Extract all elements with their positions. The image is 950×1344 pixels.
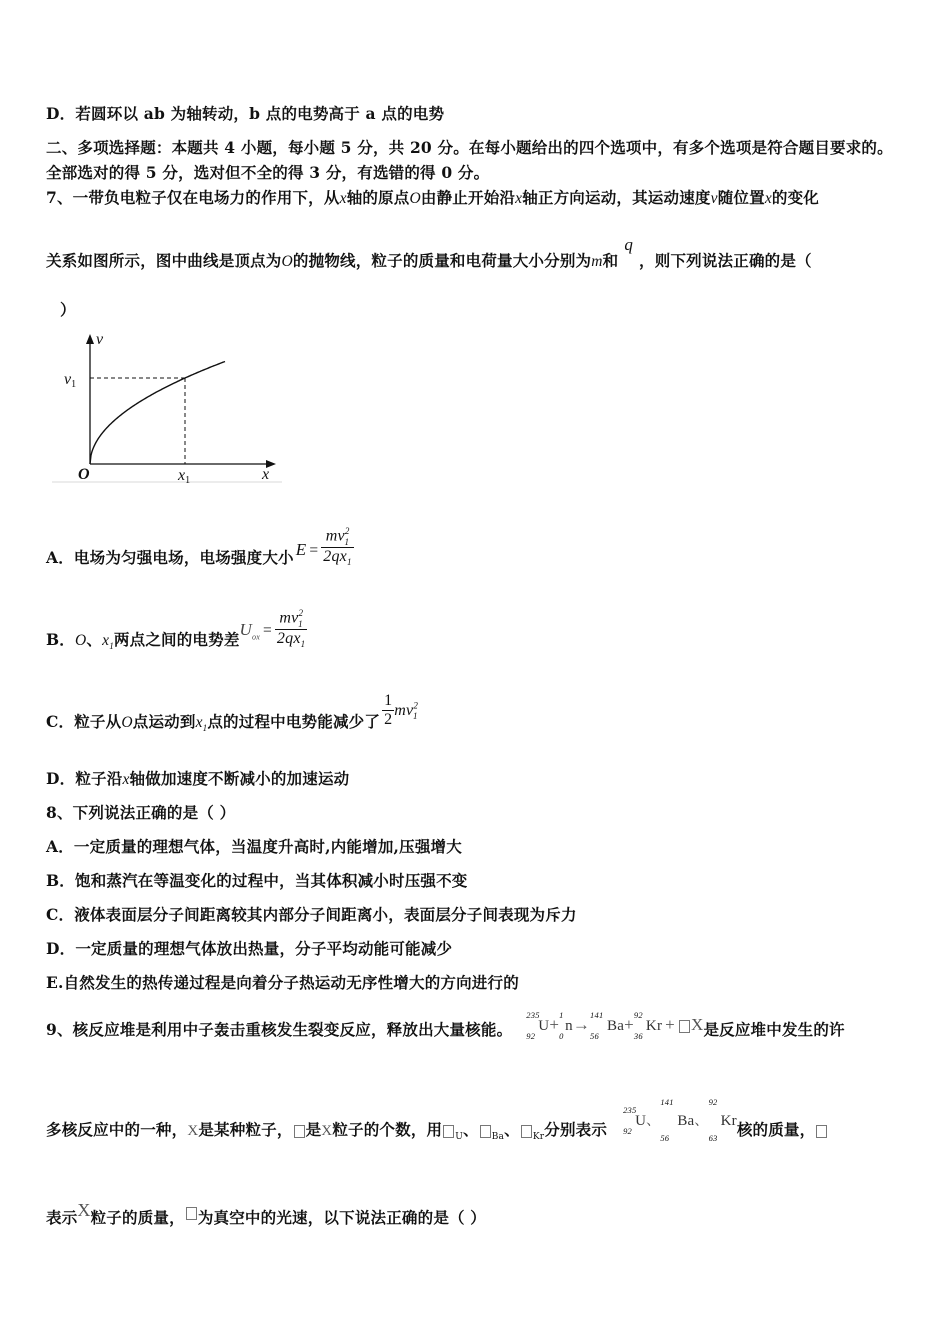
q7-var-o: O: [281, 253, 293, 270]
q7-var-q: q: [624, 235, 634, 254]
q9-stem-text: 粒子的个数，用: [332, 1120, 443, 1139]
option-text: 点的过程中电势能减少了: [207, 711, 381, 731]
y-axis-arrow-icon: [86, 334, 94, 344]
var-x: x: [122, 771, 130, 788]
fraction-e: [321, 526, 353, 567]
q9-stem-text: 是某种粒子，: [198, 1120, 293, 1139]
q7-var-x: x: [515, 190, 523, 207]
q7-stem-text: 关系如图所示，图中曲线是顶点为: [46, 251, 282, 270]
fraction-u: [275, 608, 307, 649]
q9-stem-text: 分别表示: [544, 1120, 608, 1139]
option-text: C．粒子从: [46, 711, 122, 731]
nuclide-kr92: 92 36 Kr: [633, 1010, 663, 1041]
placeholder-box-icon: [480, 1125, 491, 1138]
q9-stem-text: 粒子的质量，: [90, 1208, 185, 1227]
section-heading-line2: 全部选对的得 5 分，选对但不全的得 3 分，有选错的得 0 分。: [46, 163, 490, 182]
fraction-denominator: $2qx_1$: [276, 629, 306, 650]
placeholder-box-icon: [186, 1207, 197, 1220]
q9-stem-text: 多核反应中的一种，: [46, 1120, 188, 1139]
formula-u: $U_{ox}$: [239, 619, 260, 642]
q9-stem-text: 为真空中的光速，以下说法正确的是（ ）: [197, 1208, 487, 1227]
var-x1: $x_1$: [195, 713, 208, 733]
placeholder-box-icon: [521, 1125, 532, 1138]
section-heading-line1: 二、多项选择题：本题共 4 小题，每小题 5 分，共 20 分。在每小题给出的四个选项中，有多个选项是符合题目要求的。: [46, 138, 893, 157]
separator: 、: [504, 1120, 520, 1139]
nuclide-u235: 235 92 U: [623, 1105, 647, 1136]
nuclide-ba141: 141 56 Ba: [660, 1097, 695, 1143]
mass-subscript-u: U: [455, 1132, 464, 1143]
q9-stem-text: 核的质量，: [736, 1120, 816, 1139]
q9-stem-line1: [46, 1010, 845, 1041]
q7-velocity-position-graph: [52, 322, 288, 488]
formula-eq: =: [309, 541, 319, 559]
formula-eq: =: [262, 621, 272, 639]
v1-label: v1: [64, 371, 77, 390]
fraction-half: [382, 692, 394, 730]
q8-option-a: A．一定质量的理想气体，当温度升高时,内能增加,压强增大: [46, 837, 462, 856]
q7-option-a: [46, 520, 354, 568]
nuclear-equation: 235 92 U+ 1 0 n→ 141 56 Ba+ 92 36 Kr + X: [526, 1010, 704, 1041]
q7-stem-text: 7、一带负电粒子仅在电场力的作用下，从: [46, 188, 340, 207]
origin-label: O: [78, 466, 90, 483]
mass-subscript-ba: Ba: [491, 1132, 505, 1143]
var-o: O: [75, 631, 87, 649]
mass-subscript-kr: Kr: [532, 1132, 545, 1143]
particle-x: X: [690, 1015, 704, 1034]
q9-stem-text: 表示: [46, 1208, 78, 1227]
q7-stem-text: 和: [602, 251, 619, 270]
option-text: 两点之间的电势差: [113, 629, 240, 649]
q7-stem-text: ，则下列说法正确的是（: [639, 251, 812, 270]
q7-var-v: v: [710, 190, 718, 207]
q8-stem: 8、下列说法正确的是（ ）: [46, 803, 236, 822]
q7-var-o: O: [409, 190, 421, 207]
q8-option-e: E.自然发生的热传递过程是向着分子热运动无序性增大的方向进行的: [46, 973, 519, 992]
particle-x: X: [77, 1200, 91, 1220]
option-text: A．电场为匀强电场，电场强度大小: [46, 547, 294, 567]
q8-option-b: B．饱和蒸汽在等温变化的过程中，当其体积减小时压强不变: [46, 871, 468, 890]
y-axis-label: v: [96, 331, 104, 348]
q7-var-m: m: [591, 253, 603, 270]
q7-stem-line3: ）: [60, 300, 76, 319]
q8-option-d: D．一定质量的理想气体放出热量，分子平均动能可能减少: [46, 939, 453, 958]
option-text: B．: [46, 629, 76, 649]
q7-stem-text: 轴正方向运动，其运动速度: [522, 188, 711, 207]
q8-option-c: C．液体表面层分子间距离较其内部分子间距离小，表面层分子间表现为斥力: [46, 905, 577, 924]
q7-stem-text: 轴的原点: [346, 188, 410, 207]
nuclide-list: 235 92 U、 141 56 Ba、 92 63 Kr: [623, 1097, 737, 1143]
q7-stem-text: 随位置: [717, 188, 765, 207]
fraction-numerator: $mv^2_1$: [275, 608, 307, 630]
fraction-denominator: $2qx_1$: [323, 547, 352, 568]
separator: 、: [463, 1120, 479, 1139]
nuclide-u235: 235 92 U: [526, 1010, 550, 1041]
option-text: D．粒子沿: [46, 769, 123, 788]
q7-var-x: x: [339, 190, 347, 207]
var-o: O: [121, 713, 133, 731]
parabola-curve: [90, 362, 225, 465]
option-text: 点运动到: [132, 711, 196, 731]
q7-stem-text: 的抛物线，粒子的质量和电荷量大小分别为: [292, 251, 592, 270]
formula-mv: $mv^2_1$: [394, 700, 419, 722]
placeholder-box-icon: [679, 1020, 690, 1033]
placeholder-box-icon: [294, 1125, 305, 1138]
formula-e: E: [295, 539, 307, 559]
var-x1: $x_1$: [102, 631, 114, 651]
q7-var-x: x: [764, 190, 772, 207]
particle-x: X: [321, 1123, 333, 1139]
q7-option-d: [46, 767, 349, 789]
placeholder-box-icon: [816, 1125, 827, 1138]
nuclide-neutron: 1 0 n: [559, 1010, 573, 1041]
option-text: 轴做加速度不断减小的加速运动: [129, 769, 350, 788]
nuclide-kr92: 92 63 Kr: [708, 1097, 737, 1143]
nuclide-ba141: 141 56 Ba: [590, 1010, 625, 1041]
particle-x: X: [187, 1123, 199, 1139]
q7-stem-line2: [46, 235, 812, 271]
x-axis-label: x: [262, 466, 270, 483]
q7-option-b: [46, 602, 307, 651]
option-text: 、: [86, 629, 103, 649]
q7-option-c: [46, 686, 419, 733]
x1-label: x1: [178, 467, 191, 486]
q9-stem-line2: [46, 1097, 828, 1143]
q9-stem-line3: [46, 1200, 487, 1228]
q7-stem-text: 的变化: [771, 188, 820, 207]
q7-stem-line1: [46, 186, 819, 208]
fraction-numerator: $mv^2_1$: [321, 526, 353, 548]
q9-stem-text: 是反应堆中发生的许: [703, 1020, 845, 1039]
q7-stem-text: 由静止开始沿: [420, 188, 516, 207]
fraction-numerator: 1: [382, 692, 394, 711]
placeholder-box-icon: [443, 1125, 454, 1138]
fraction-denominator: 2: [384, 711, 393, 729]
q9-stem-text: 9、核反应堆是利用中子轰击重核发生裂变反应，释放出大量核能。: [46, 1020, 513, 1039]
q6-option-d: D．若圆环以 ab 为轴转动，b 点的电势高于 a 点的电势: [46, 104, 445, 123]
q9-stem-text: 是: [305, 1120, 322, 1139]
